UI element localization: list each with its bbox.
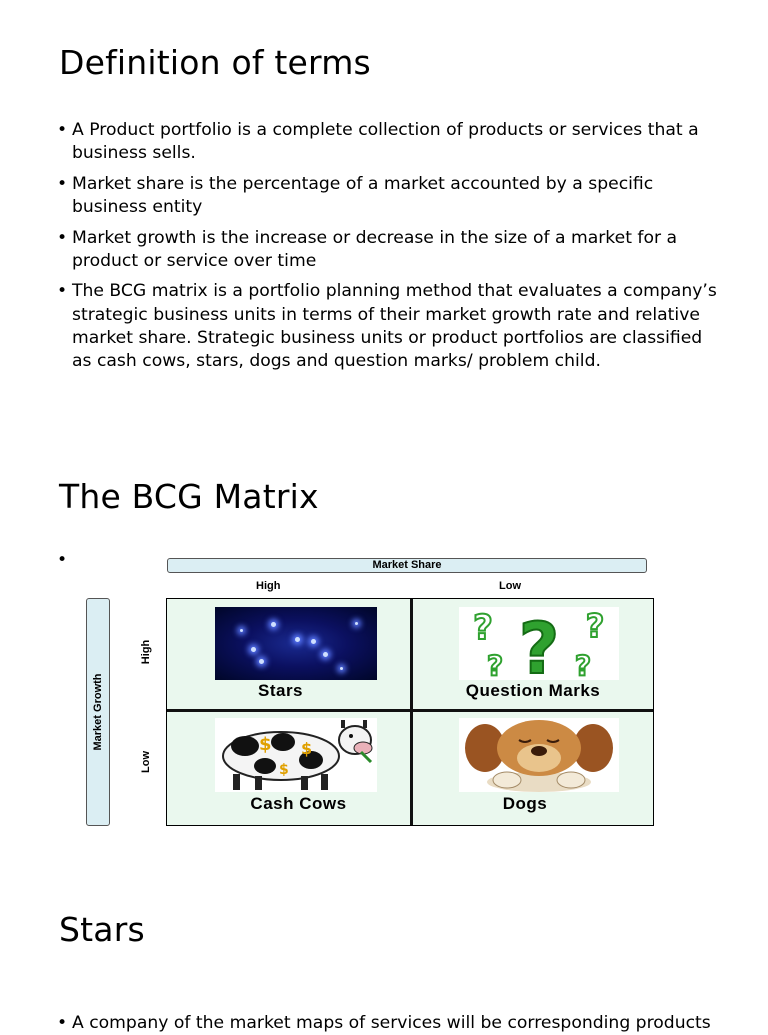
cash-cow-image	[215, 718, 377, 792]
definition-product-portfolio: • A Product portfolio is a complete collection of products or services that a business sells.	[57, 119, 717, 165]
svg-text:$: $	[259, 734, 272, 755]
cow-icon	[215, 718, 377, 792]
slide-title-definitions: Definition of terms	[59, 43, 371, 82]
matrix-vertical-divider	[410, 599, 413, 825]
definition-market-share: • Market share is the percentage of a market accounted by a specific business entity	[57, 173, 717, 219]
market-share-high-label: High	[256, 580, 281, 592]
quadrant-label-dogs: Dogs	[502, 794, 548, 813]
dog-icon	[459, 718, 619, 792]
matrix-horizontal-divider	[167, 709, 653, 712]
market-growth-high-label: High	[140, 639, 152, 665]
svg-text:?: ?	[585, 607, 605, 645]
quadrant-label-stars: Stars	[257, 681, 304, 700]
svg-text:$: $	[301, 739, 313, 758]
empty-bullet: •	[57, 550, 68, 570]
stars-bullet: •	[57, 1013, 68, 1033]
svg-text:?: ?	[486, 649, 504, 680]
dog-image	[459, 718, 619, 792]
definition-list	[57, 119, 717, 381]
slide-title-bcg: The BCG Matrix	[59, 477, 319, 516]
svg-text:?: ?	[574, 649, 592, 680]
stars-image	[215, 607, 377, 680]
svg-text:$: $	[279, 762, 289, 778]
market-growth-low-label: Low	[140, 751, 152, 773]
slide-title-stars: Stars	[59, 910, 145, 949]
quadrant-label-cash-cows: Cash Cows	[250, 794, 347, 813]
quadrant-label-question-marks: Question Marks	[465, 681, 601, 700]
svg-text:?: ?	[518, 608, 560, 680]
question-marks-image	[459, 607, 619, 680]
definition-market-growth: • Market growth is the increase or decrease in the size of a market for a product or service over time	[57, 227, 717, 273]
svg-text:?: ?	[473, 608, 493, 648]
question-mark-icon	[459, 607, 619, 680]
market-share-low-label: Low	[499, 580, 521, 592]
market-growth-axis-label: Market Growth	[92, 673, 104, 751]
market-share-axis-label: Market Share	[167, 558, 647, 573]
stars-partial-text: A company of the market maps of services will be corresponding products	[72, 1013, 711, 1033]
definition-bcg-matrix: • The BCG matrix is a portfolio planning method that evaluates a company’s strategic business units in terms of their market growth rate and relative market share. Strategic business units or product portfolios are classified as cash cows, stars, dogs and question marks/ problem child.	[57, 280, 717, 373]
